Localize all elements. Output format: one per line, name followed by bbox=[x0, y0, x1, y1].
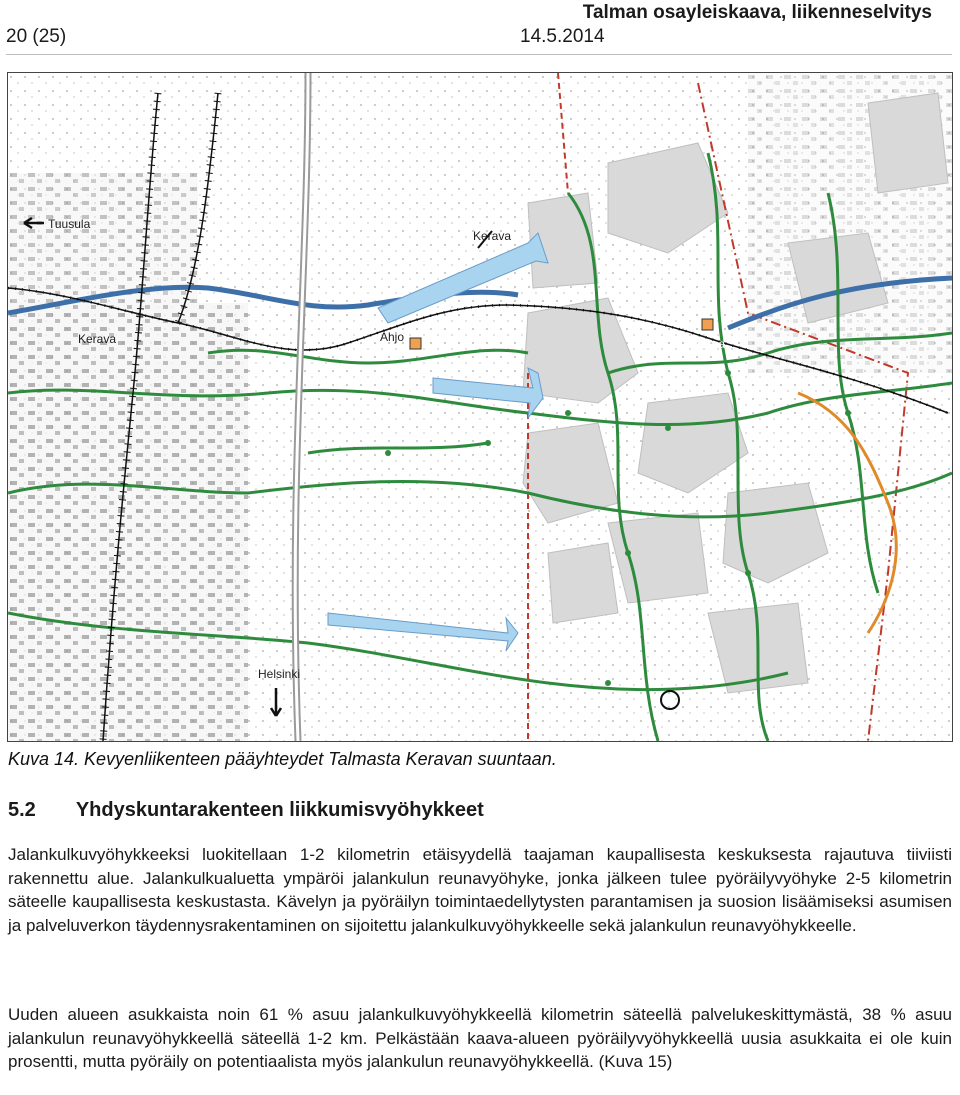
page-number: 20 (25) bbox=[6, 26, 67, 47]
ahjo-station-marker bbox=[410, 338, 421, 349]
header-divider bbox=[6, 54, 952, 55]
figure-caption: Kuva 14. Kevyenliikenteen pääyhteydet Talmasta Keravan suuntaan. bbox=[8, 749, 557, 769]
kerava-built-area bbox=[8, 303, 248, 741]
section-title: Yhdyskuntarakenteen liikkumisvyöhykkeet bbox=[75, 799, 484, 821]
document-date: 14.5.2014 bbox=[520, 26, 605, 47]
ahjo-label: Ahjo bbox=[380, 330, 405, 344]
kerava-arrow-label: Kerava bbox=[473, 229, 512, 243]
tuusula-label: Tuusula bbox=[48, 217, 91, 231]
section-number: 5.2 bbox=[8, 799, 36, 821]
helsinki-label: Helsinki bbox=[258, 667, 301, 681]
talma-label: Talma bbox=[693, 337, 726, 351]
section-heading bbox=[8, 799, 484, 822]
north-built-area bbox=[8, 173, 198, 303]
body-paragraph-2: Uuden alueen asukkaista noin 61 % asuu jalankulkuvyöhykkeellä kilometrin säteellä palvelukeskittymästä, 38 % asuu jalankulun reunavyöhykkeellä säteellä 1-2 km. Pelkästään kaava-alueen pyöräilyvyöhykkeellä uusia asukkaita ei ole kuin prosentti, mutta pyöräily on potentiaalista myös jalankulun reunavyöhykkeellä. (Kuva 15) bbox=[8, 1005, 952, 1071]
body-paragraph-1: Jalankulkuvyöhykkeeksi luokitellaan 1-2 kilometrin etäisyydellä taajaman kaupallisesta keskuksesta rajautuva tiiviisti rakennettu alue. Jalankulkualuetta ympäröi jalankulun reunavyöhyke, jonka jälkeen tulee pyöräilyvyöhyke 2-5 kilometrin säteelle kaupallisesta keskustasta. Kävelyn ja pyöräilyn toimintaedellytysten parantamisen ja suosion lisäämiseksi asumisen ja palveluverkon täydennysrakentaminen on sijoitettu jalankulkuvyöhykkeelle sekä jalankulun reunavyöhykkeelle. bbox=[8, 845, 952, 935]
kerava-town-label: Kerava bbox=[78, 332, 117, 346]
document-title: Talman osayleiskaava, liikenneselvitys bbox=[582, 2, 932, 23]
talma-station-marker bbox=[702, 319, 713, 330]
route-map bbox=[7, 72, 953, 742]
